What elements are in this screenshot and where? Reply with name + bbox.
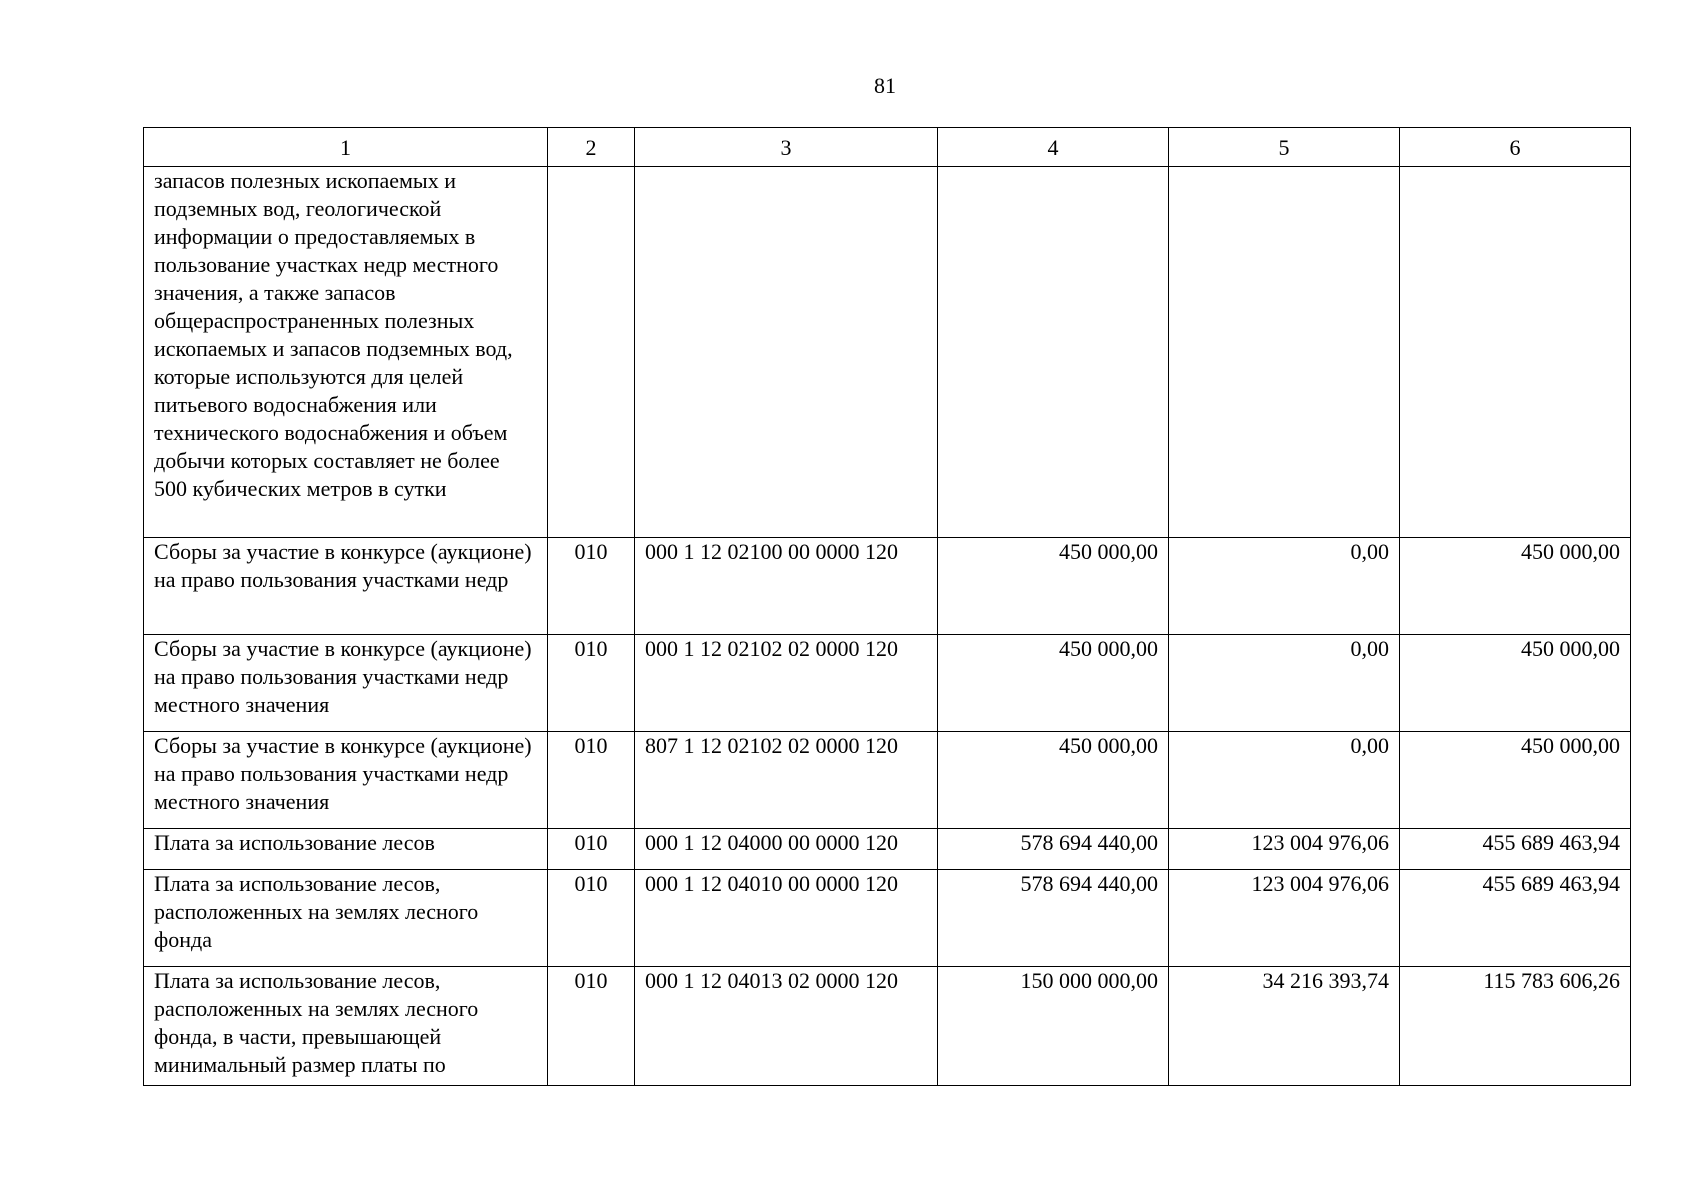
amount-col6-cell: 455 689 463,94 [1400,829,1631,870]
amount-col6-cell: 455 689 463,94 [1400,870,1631,967]
table-row [144,870,1631,967]
row-name-cell: Сборы за участие в конкурсе (аукционе) на право пользования участками недр местного значения [144,635,548,732]
table-row [144,538,1631,635]
table-row [144,829,1631,870]
table-header-row [144,128,1631,167]
column-header-5: 5 [1169,128,1400,167]
amount-col5-cell: 123 004 976,06 [1169,829,1400,870]
row-code-cell [548,167,635,538]
row-name-cell: Сборы за участие в конкурсе (аукционе) на право пользования участками недр местного значения [144,732,548,829]
amount-col5-cell [1169,167,1400,538]
kbk-code-cell: 000 1 12 02100 00 0000 120 [635,538,938,635]
report-table [143,127,1631,1086]
kbk-code-cell: 000 1 12 04000 00 0000 120 [635,829,938,870]
row-name-cell: запасов полезных ископаемых и подземных вод, геологической информации о предоставляемых в пользование участках недр местного значения, а также запасов общераспространенных полезных ископаемых и запасов подземных вод, которые используются для целей питьевого водоснабжения или технического водоснабжения и объем добычи которых составляет не более 500 кубических метров в сутки [144,167,548,538]
table-row [144,732,1631,829]
table-row [144,967,1631,1086]
amount-col5-cell: 0,00 [1169,635,1400,732]
column-header-6: 6 [1400,128,1631,167]
amount-col6-cell: 450 000,00 [1400,635,1631,732]
row-code-cell: 010 [548,829,635,870]
kbk-code-cell: 000 1 12 04010 00 0000 120 [635,870,938,967]
row-name-cell: Плата за использование лесов, расположенных на землях лесного фонда, в части, превышающей минимальный размер платы по [144,967,548,1086]
amount-col4-cell: 450 000,00 [938,538,1169,635]
row-name-cell: Сборы за участие в конкурсе (аукционе) на право пользования участками недр [144,538,548,635]
amount-col6-cell: 115 783 606,26 [1400,967,1631,1086]
column-header-2: 2 [548,128,635,167]
kbk-code-cell: 000 1 12 02102 02 0000 120 [635,635,938,732]
table-row [144,635,1631,732]
amount-col5-cell: 123 004 976,06 [1169,870,1400,967]
amount-col5-cell: 0,00 [1169,732,1400,829]
amount-col4-cell [938,167,1169,538]
amount-col6-cell [1400,167,1631,538]
kbk-code-cell [635,167,938,538]
row-code-cell: 010 [548,967,635,1086]
row-name-cell: Плата за использование лесов, расположенных на землях лесного фонда [144,870,548,967]
page-number: 81 [874,73,896,98]
row-code-cell: 010 [548,635,635,732]
amount-col5-cell: 0,00 [1169,538,1400,635]
column-header-3: 3 [635,128,938,167]
row-code-cell: 010 [548,870,635,967]
amount-col5-cell: 34 216 393,74 [1169,967,1400,1086]
row-name-cell: Плата за использование лесов [144,829,548,870]
kbk-code-cell: 000 1 12 04013 02 0000 120 [635,967,938,1086]
amount-col6-cell: 450 000,00 [1400,732,1631,829]
table-row [144,167,1631,538]
column-header-4: 4 [938,128,1169,167]
row-code-cell: 010 [548,732,635,829]
amount-col4-cell: 450 000,00 [938,635,1169,732]
row-code-cell: 010 [548,538,635,635]
amount-col4-cell: 578 694 440,00 [938,870,1169,967]
amount-col4-cell: 578 694 440,00 [938,829,1169,870]
column-header-1: 1 [144,128,548,167]
amount-col6-cell: 450 000,00 [1400,538,1631,635]
amount-col4-cell: 150 000 000,00 [938,967,1169,1086]
amount-col4-cell: 450 000,00 [938,732,1169,829]
kbk-code-cell: 807 1 12 02102 02 0000 120 [635,732,938,829]
